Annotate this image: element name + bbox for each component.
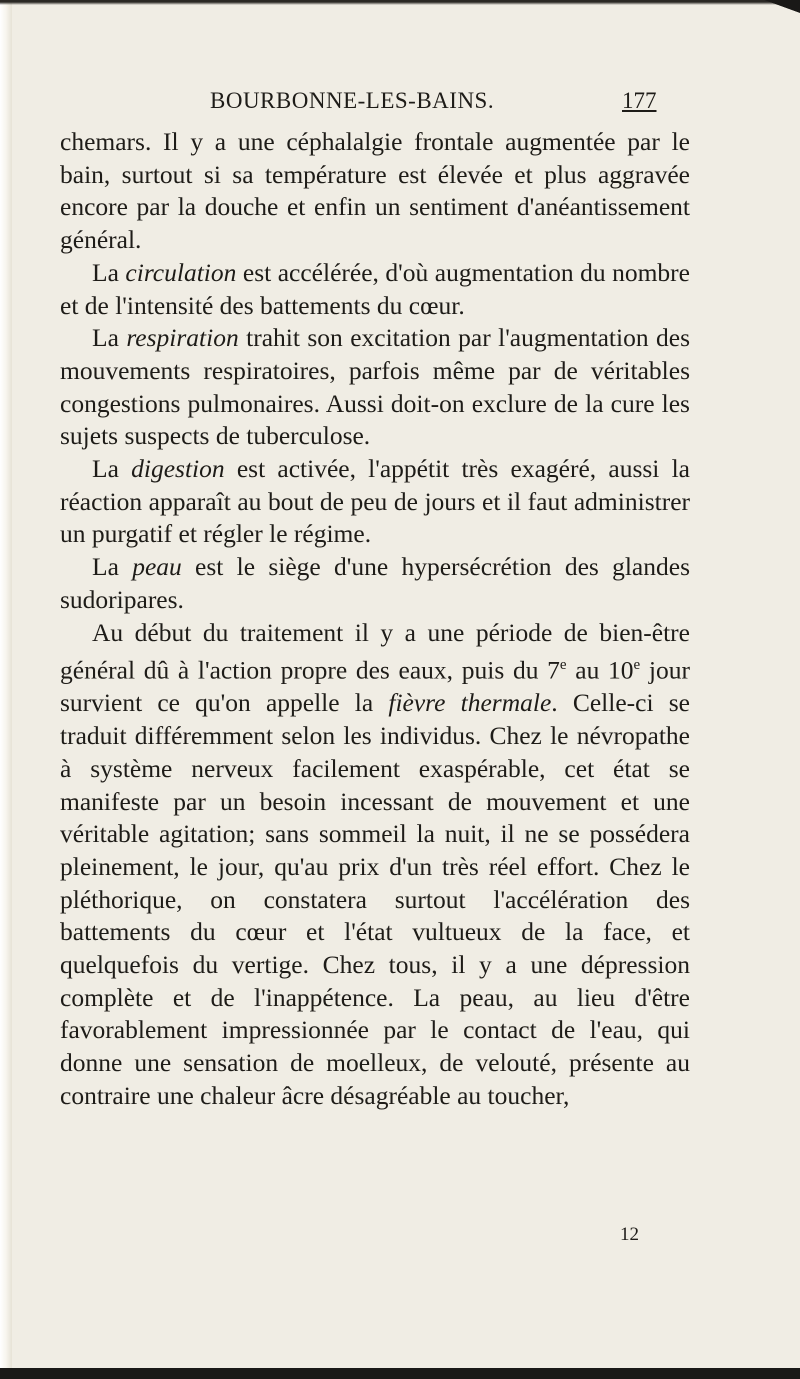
paragraph-term: circulation [125,257,237,287]
paragraph-term: peau [132,552,182,582]
top-edge-shadow [0,0,800,5]
paragraph-lead: La [92,257,126,287]
page-number: 177 [622,88,657,113]
superscript: e [633,657,641,674]
signature-mark: 12 [620,1224,639,1245]
paragraph-text: chemars. Il y a une céphalalgie frontale augmentée par le bain, surtout si sa température est élevée et plus aggravée encore par la douche et enfin un sentiment d'anéantissement général. [60,127,690,255]
body-text [60,126,690,1113]
paragraph-term: fièvre thermale [388,688,552,718]
paragraph-lead: Au début du traitement il y a une période de bien-être général dû à l'action propre des eaux, puis du 7 [60,617,690,685]
paragraph-text: jour survient ce qu'on appelle la [60,655,690,718]
paragraph-continuation [60,126,690,257]
paragraph-text: est le siège d'une hypersécrétion des glandes sudoripares. [60,552,690,614]
paragraph-term: digestion [131,454,225,484]
paragraph-fievre [60,617,690,1113]
paragraph-lead: La [92,552,133,582]
paragraph-lead: La [92,454,132,484]
paragraph-digestion [60,453,690,551]
paragraph-circulation [60,257,690,322]
paragraph-text: . Celle-ci se traduit différemment selon les individus. Chez le névropathe à système nerveux facilement exaspérable, cet état se manifeste par un besoin incessant de mouvement et une véritable agitation; sans sommeil la nuit, il ne se possédera pleinement, le jour, qu'au prix d'un très réel effort. Chez le pléthorique, on constatera surtout l'accélération des battements du cœur et l'état vultueux de la face, et quelquefois du vertige. Chez tous, il y a une dépression complète et de l'inappétence. La peau, au lieu d'être favorablement impressionnée par le contact de l'eau, qui donne une sensation de moelleux, de velouté, présente au contraire une chaleur âcre désagréable au toucher, [60,688,690,1110]
bottom-edge [0,1368,800,1379]
paragraph-text: trahit son excitation par l'augmentation des mouvements respiratoires, parfois même par de véritables congestions pulmonaires. Aussi doit-on exclure de la cure les sujets suspects de tuberculose. [60,323,690,451]
page-left-edge [0,0,12,1379]
paragraph-text: est accélérée, d'où augmentation du nombre et de l'intensité des battements du cœur. [60,257,690,320]
superscript: e [559,657,567,674]
paragraph-respiration [60,322,690,453]
paragraph-text: est activée, l'appétit très exagéré, aussi la réaction apparaît au bout de peu de jours et il faut administrer un purgatif et régler le régime. [60,454,690,549]
paragraph-term: respiration [126,323,239,353]
corner-shadow [760,0,800,22]
paragraph-lead: La [92,323,127,353]
paragraph-peau [60,551,690,616]
paragraph-text: au 10 [566,655,634,685]
running-title: BOURBONNE-LES-BAINS. [210,88,495,113]
page-header [0,88,800,118]
